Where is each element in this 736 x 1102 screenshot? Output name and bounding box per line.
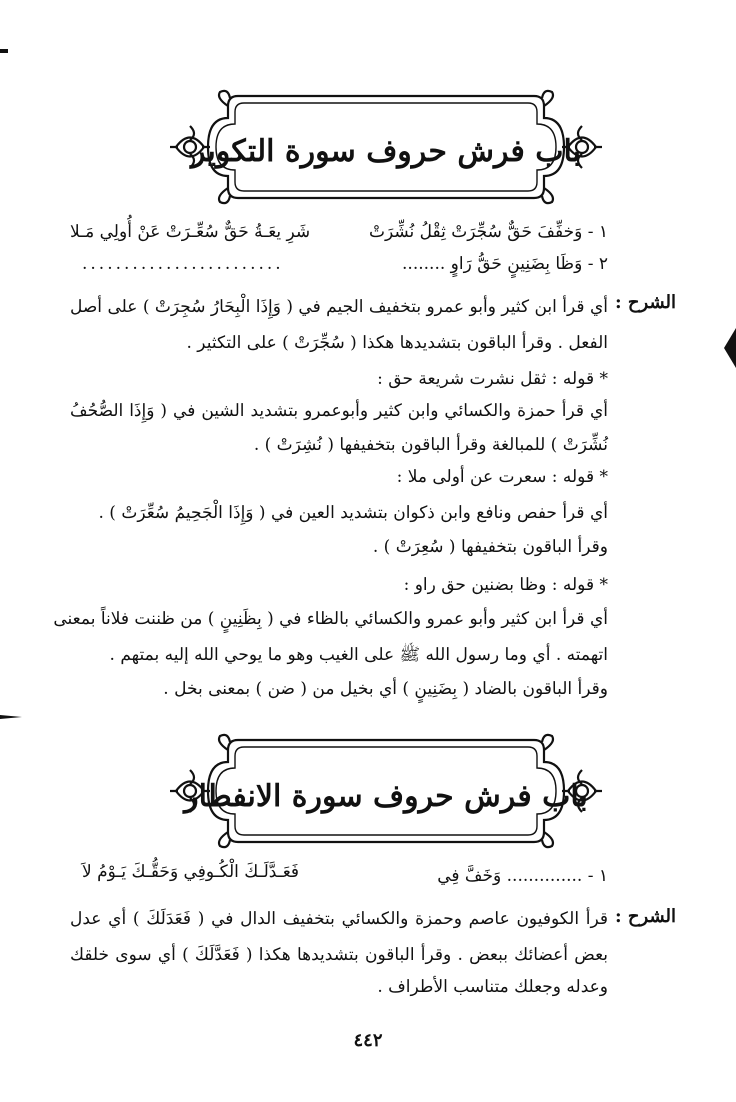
chapter-title: باب فرش حروف سورة التكوير	[190, 134, 582, 169]
body2-line-2: وعدله وجعلك متناسب الأطراف .	[377, 977, 608, 997]
body1-line-1: الفعل . وقرأ الباقون بتشديدها هكذا ( سُجِّرَتْ ) على التكثير .	[186, 333, 608, 353]
body1-line-7: وقرأ الباقون بتخفيفها ( سُعِرَتْ ) .	[372, 537, 608, 557]
page-number: ٤٤٢	[353, 1030, 383, 1051]
verse-line-1-right: ١ - وَخفِّفَ حَقٌّ سُجِّرَتْ ثِقْلُ نُشِّرَتْ	[369, 222, 608, 242]
body2-line-1: بعض أعضائك ببعض . وقرأ الباقون بتشديدها هكذا ( فَعَدَّلَكَ ) أي سوى خلقك	[70, 945, 608, 965]
verse-line-1-left: شَرِ يعَـةُ حَقٌّ سُعِّـرَتْ عَنْ أُولِي مَـلا	[70, 222, 311, 242]
scan-edge-mark-icon	[722, 328, 736, 368]
chapter-header-takwir	[168, 88, 604, 206]
body1-line-0: أي قرأ ابن كثير وأبو عمرو بتخفيف الجيم في ( وَإِذَا الْبِحَارُ سُجِرَتْ ) على أصل	[70, 297, 608, 317]
verse2-line-1-left: فَعَـدَّلَـكَ الْكُـوفِي وَحَقُّـكَ يَـوْمُ لاَ	[82, 862, 300, 882]
verse-line-2-right: ٢ - وَظَا بِضَنِينٍ حَقُّ رَاوٍ ........	[402, 254, 608, 274]
body1-line-6: أي قرأ حفص ونافع وابن ذكوان بتشديد العين في ( وَإِذَا الْجَحِيمُ سُعِّرَتْ ) .	[98, 503, 608, 523]
chapter-title: باب فرش حروف سورة الانفطار	[184, 779, 588, 814]
body1-line-4: نُشِّرَتْ ) للمبالغة وقرأ الباقون بتخفيفها ( نُشِرَتْ ) .	[253, 435, 608, 455]
verse-line-2-dots: ........................	[82, 254, 284, 274]
body1-line-11: وقرأ الباقون بالضاد ( بِضَنِينٍ ) أي بخيل من ( ضن ) بمعنى بخل .	[163, 679, 608, 699]
body1-line-8: * قوله : وظا بضنين حق راو :	[403, 575, 608, 595]
body1-line-3: أي قرأ حمزة والكسائي وابن كثير وأبوعمرو بتشديد الشين في ( وَإِذَا الصُّحُفُ	[70, 401, 608, 421]
scan-edge-mark-icon	[0, 48, 8, 54]
body1-line-9: أي قرأ ابن كثير وأبو عمرو والكسائي بالظاء في ( بِظَنِينٍ ) من ظننت فلاناً بمعنى	[53, 609, 608, 629]
scan-edge-mark-icon	[0, 712, 22, 722]
body1-line-5: * قوله : سعرت عن أولى ملا :	[396, 467, 608, 487]
chapter-header-infitar	[168, 732, 604, 850]
body2-line-0: قرأ الكوفيون عاصم وحمزة والكسائي بتخفيف الدال في ( فَعَدَلَكَ ) أي عدل	[70, 909, 608, 929]
body1-line-10: اتهمته . أي وما رسول الله ﷺ على الغيب وهو ما يوحي الله إليه بمتهم .	[109, 645, 608, 665]
sharh-label-1: الشرح :	[614, 292, 676, 313]
verse2-line-1-right: ١ - .............. وَخَفَّ فِي	[437, 866, 608, 886]
body1-line-2: * قوله : ثقل نشرت شريعة حق :	[377, 369, 608, 389]
sharh-label-2: الشرح :	[614, 906, 676, 927]
